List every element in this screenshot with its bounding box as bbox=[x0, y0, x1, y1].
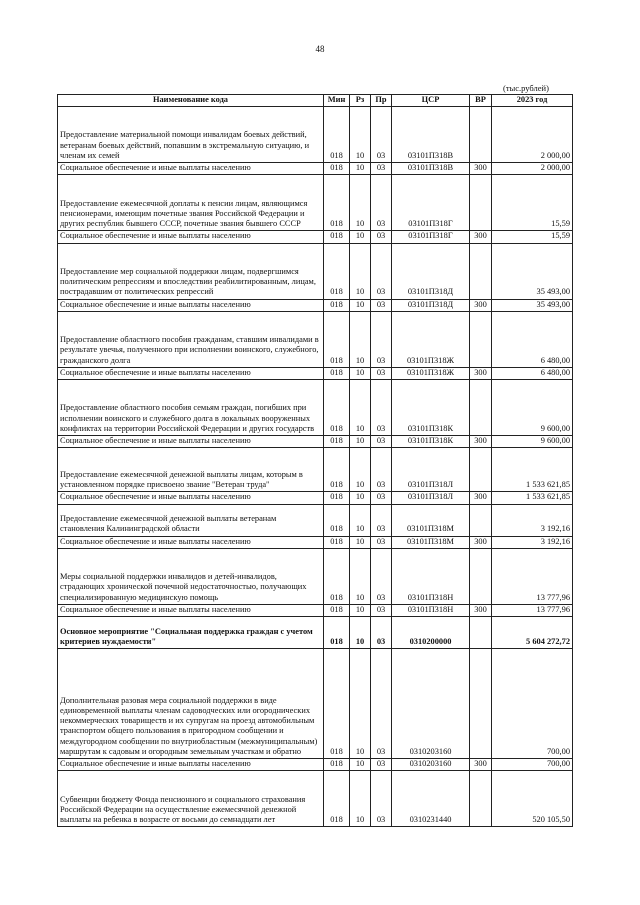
table-row bbox=[58, 504, 573, 536]
cell-amount: 6 480,00 bbox=[492, 311, 573, 367]
table-row bbox=[58, 604, 573, 616]
cell-csr: 03101П318Д bbox=[392, 299, 470, 311]
cell-min: 018 bbox=[324, 311, 350, 367]
cell-rz: 10 bbox=[350, 548, 371, 604]
header-name: Наименование кода bbox=[58, 95, 324, 107]
cell-csr: 03101П318Н bbox=[392, 604, 470, 616]
cell-name: Социальное обеспечение и иные выплаты населению bbox=[58, 604, 324, 616]
table-row bbox=[58, 548, 573, 604]
cell-min: 018 bbox=[324, 448, 350, 492]
header-row bbox=[58, 95, 573, 107]
cell-vr bbox=[470, 617, 492, 649]
cell-vr: 300 bbox=[470, 367, 492, 379]
header-csr: ЦСР bbox=[392, 95, 470, 107]
cell-pr: 03 bbox=[371, 492, 392, 504]
cell-csr: 03101П318Н bbox=[392, 548, 470, 604]
cell-pr: 03 bbox=[371, 175, 392, 231]
table-row bbox=[58, 771, 573, 827]
table-row bbox=[58, 163, 573, 175]
cell-csr: 0310231440 bbox=[392, 771, 470, 827]
header-rz: Рз bbox=[350, 95, 371, 107]
cell-name: Социальное обеспечение и иные выплаты населению bbox=[58, 163, 324, 175]
cell-amount: 35 493,00 bbox=[492, 299, 573, 311]
cell-vr bbox=[470, 504, 492, 536]
cell-rz: 10 bbox=[350, 367, 371, 379]
cell-min: 018 bbox=[324, 504, 350, 536]
cell-rz: 10 bbox=[350, 380, 371, 436]
cell-pr: 03 bbox=[371, 367, 392, 379]
cell-name: Социальное обеспечение и иные выплаты населению bbox=[58, 492, 324, 504]
cell-pr: 03 bbox=[371, 311, 392, 367]
header-min: Мин bbox=[324, 95, 350, 107]
cell-vr: 300 bbox=[470, 436, 492, 448]
cell-name: Социальное обеспечение и иные выплаты населению bbox=[58, 231, 324, 243]
cell-min: 018 bbox=[324, 604, 350, 616]
cell-rz: 10 bbox=[350, 299, 371, 311]
cell-min: 018 bbox=[324, 548, 350, 604]
cell-min: 018 bbox=[324, 107, 350, 163]
cell-csr: 03101П318К bbox=[392, 436, 470, 448]
table-row bbox=[58, 231, 573, 243]
cell-name: Предоставление ежемесячной денежной выплаты ветеранам становления Калининградской области bbox=[58, 504, 324, 536]
table-row bbox=[58, 311, 573, 367]
table-row bbox=[58, 649, 573, 759]
cell-vr: 300 bbox=[470, 231, 492, 243]
cell-rz: 10 bbox=[350, 436, 371, 448]
cell-csr: 03101П318В bbox=[392, 163, 470, 175]
cell-csr: 03101П318М bbox=[392, 504, 470, 536]
cell-rz: 10 bbox=[350, 504, 371, 536]
cell-name: Предоставление материальной помощи инвалидам боевых действий, ветеранам боевых действий, попавшим в экстремальную ситуацию, и членам их семей bbox=[58, 107, 324, 163]
cell-vr bbox=[470, 649, 492, 759]
table-row bbox=[58, 492, 573, 504]
table-row bbox=[58, 759, 573, 771]
cell-min: 018 bbox=[324, 492, 350, 504]
cell-csr: 03101П318Г bbox=[392, 231, 470, 243]
page-number: 48 bbox=[315, 44, 325, 54]
cell-rz: 10 bbox=[350, 448, 371, 492]
cell-rz: 10 bbox=[350, 243, 371, 299]
cell-rz: 10 bbox=[350, 175, 371, 231]
cell-csr: 03101П318Ж bbox=[392, 367, 470, 379]
budget-table bbox=[57, 94, 573, 827]
cell-rz: 10 bbox=[350, 107, 371, 163]
cell-pr: 03 bbox=[371, 536, 392, 548]
cell-min: 018 bbox=[324, 380, 350, 436]
cell-rz: 10 bbox=[350, 231, 371, 243]
cell-vr: 300 bbox=[470, 163, 492, 175]
cell-amount: 1 533 621,85 bbox=[492, 448, 573, 492]
table-row bbox=[58, 617, 573, 649]
cell-name: Предоставление ежемесячной денежной выплаты лицам, которым в установленном порядке присвоено звание "Ветеран труда" bbox=[58, 448, 324, 492]
table-row bbox=[58, 380, 573, 436]
table-row bbox=[58, 536, 573, 548]
cell-pr: 03 bbox=[371, 299, 392, 311]
cell-pr: 03 bbox=[371, 243, 392, 299]
cell-rz: 10 bbox=[350, 163, 371, 175]
cell-pr: 03 bbox=[371, 107, 392, 163]
cell-min: 018 bbox=[324, 299, 350, 311]
header-year: 2023 год bbox=[492, 95, 573, 107]
cell-pr: 03 bbox=[371, 771, 392, 827]
cell-pr: 03 bbox=[371, 504, 392, 536]
cell-amount: 15,59 bbox=[492, 231, 573, 243]
cell-min: 018 bbox=[324, 649, 350, 759]
cell-csr: 03101П318Л bbox=[392, 492, 470, 504]
cell-min: 018 bbox=[324, 536, 350, 548]
cell-vr: 300 bbox=[470, 492, 492, 504]
cell-vr bbox=[470, 107, 492, 163]
cell-amount: 2 000,00 bbox=[492, 107, 573, 163]
cell-csr: 03101П318В bbox=[392, 107, 470, 163]
table-row bbox=[58, 367, 573, 379]
cell-csr: 0310203160 bbox=[392, 649, 470, 759]
table-row bbox=[58, 436, 573, 448]
cell-amount: 3 192,16 bbox=[492, 536, 573, 548]
cell-pr: 03 bbox=[371, 380, 392, 436]
cell-min: 018 bbox=[324, 759, 350, 771]
cell-vr: 300 bbox=[470, 604, 492, 616]
cell-amount: 6 480,00 bbox=[492, 367, 573, 379]
cell-amount: 13 777,96 bbox=[492, 548, 573, 604]
header-vr: ВР bbox=[470, 95, 492, 107]
cell-name: Предоставление областного пособия семьям граждан, погибших при исполнении воинского и служебного долга в локальных вооруженных конфликтах на территории Российской Федерации и других государств bbox=[58, 380, 324, 436]
cell-name: Социальное обеспечение и иные выплаты населению bbox=[58, 367, 324, 379]
cell-rz: 10 bbox=[350, 759, 371, 771]
cell-csr: 0310200000 bbox=[392, 617, 470, 649]
cell-csr: 0310203160 bbox=[392, 759, 470, 771]
cell-name: Социальное обеспечение и иные выплаты населению bbox=[58, 536, 324, 548]
table-row bbox=[58, 107, 573, 163]
cell-vr: 300 bbox=[470, 759, 492, 771]
cell-pr: 03 bbox=[371, 617, 392, 649]
cell-csr: 03101П318Д bbox=[392, 243, 470, 299]
cell-amount: 15,59 bbox=[492, 175, 573, 231]
cell-vr bbox=[470, 548, 492, 604]
cell-vr bbox=[470, 311, 492, 367]
cell-amount: 520 105,50 bbox=[492, 771, 573, 827]
cell-amount: 9 600,00 bbox=[492, 436, 573, 448]
cell-min: 018 bbox=[324, 231, 350, 243]
cell-pr: 03 bbox=[371, 163, 392, 175]
cell-vr: 300 bbox=[470, 299, 492, 311]
cell-rz: 10 bbox=[350, 311, 371, 367]
cell-amount: 5 604 272,72 bbox=[492, 617, 573, 649]
cell-name: Социальное обеспечение и иные выплаты населению bbox=[58, 299, 324, 311]
cell-amount: 700,00 bbox=[492, 759, 573, 771]
cell-vr: 300 bbox=[470, 536, 492, 548]
cell-rz: 10 bbox=[350, 617, 371, 649]
header-pr: Пр bbox=[371, 95, 392, 107]
cell-min: 018 bbox=[324, 175, 350, 231]
cell-amount: 9 600,00 bbox=[492, 380, 573, 436]
cell-amount: 13 777,96 bbox=[492, 604, 573, 616]
cell-amount: 700,00 bbox=[492, 649, 573, 759]
cell-name: Предоставление ежемесячной доплаты к пенсии лицам, являющимся пенсионерами, имеющим почетные звания Российской Федерации и других республик бывшего СССР, почетные звания бывшего СССР bbox=[58, 175, 324, 231]
cell-rz: 10 bbox=[350, 604, 371, 616]
cell-pr: 03 bbox=[371, 436, 392, 448]
cell-name: Социальное обеспечение и иные выплаты населению bbox=[58, 759, 324, 771]
cell-vr bbox=[470, 243, 492, 299]
cell-name: Социальное обеспечение и иные выплаты населению bbox=[58, 436, 324, 448]
cell-name: Дополнительная разовая мера социальной поддержки в виде единовременной выплаты членам садоводческих или огороднических некоммерческих товариществ и их супругам на проезд автомобильным транспортом общего пользования в пригородном сообщении и междугородном сообщении по внутриобластным (межмуниципальным) маршрутам к садовым и огородным земельным участкам и обратно bbox=[58, 649, 324, 759]
cell-amount: 1 533 621,85 bbox=[492, 492, 573, 504]
cell-min: 018 bbox=[324, 243, 350, 299]
table-row bbox=[58, 243, 573, 299]
cell-pr: 03 bbox=[371, 649, 392, 759]
cell-name: Основное мероприятие "Социальная поддержка граждан с учетом критериев нуждаемости" bbox=[58, 617, 324, 649]
cell-min: 018 bbox=[324, 436, 350, 448]
cell-name: Предоставление мер социальной поддержки лицам, подвергшимся политическим репрессиям и впоследствии реабилитированным, лицам, пострадавшим от политических репрессий bbox=[58, 243, 324, 299]
cell-min: 018 bbox=[324, 163, 350, 175]
table-row bbox=[58, 175, 573, 231]
cell-csr: 03101П318Г bbox=[392, 175, 470, 231]
cell-csr: 03101П318Ж bbox=[392, 311, 470, 367]
cell-min: 018 bbox=[324, 771, 350, 827]
cell-rz: 10 bbox=[350, 649, 371, 759]
cell-amount: 3 192,16 bbox=[492, 504, 573, 536]
cell-vr bbox=[470, 380, 492, 436]
cell-csr: 03101П318К bbox=[392, 380, 470, 436]
cell-name: Субвенции бюджету Фонда пенсионного и социального страхования Российской Федерации на осуществление ежемесячной денежной выплаты на ребенка в возрасте от восьми до семнадцати лет bbox=[58, 771, 324, 827]
cell-pr: 03 bbox=[371, 548, 392, 604]
cell-rz: 10 bbox=[350, 536, 371, 548]
table-row bbox=[58, 299, 573, 311]
cell-pr: 03 bbox=[371, 604, 392, 616]
units-note: (тыс.рублей) bbox=[503, 83, 549, 93]
cell-rz: 10 bbox=[350, 492, 371, 504]
cell-vr bbox=[470, 175, 492, 231]
table-row bbox=[58, 448, 573, 492]
cell-vr bbox=[470, 771, 492, 827]
cell-name: Предоставление областного пособия гражданам, ставшим инвалидами в результате увечья, полученного при исполнении воинского, служебного, гражданского долга bbox=[58, 311, 324, 367]
cell-rz: 10 bbox=[350, 771, 371, 827]
cell-pr: 03 bbox=[371, 448, 392, 492]
cell-pr: 03 bbox=[371, 759, 392, 771]
cell-amount: 35 493,00 bbox=[492, 243, 573, 299]
cell-pr: 03 bbox=[371, 231, 392, 243]
cell-min: 018 bbox=[324, 367, 350, 379]
cell-csr: 03101П318М bbox=[392, 536, 470, 548]
cell-min: 018 bbox=[324, 617, 350, 649]
cell-csr: 03101П318Л bbox=[392, 448, 470, 492]
cell-vr bbox=[470, 448, 492, 492]
cell-amount: 2 000,00 bbox=[492, 163, 573, 175]
cell-name: Меры социальной поддержки инвалидов и детей-инвалидов, страдающих хронической почечной недостаточностью, получающих специализированную медицинскую помощь bbox=[58, 548, 324, 604]
